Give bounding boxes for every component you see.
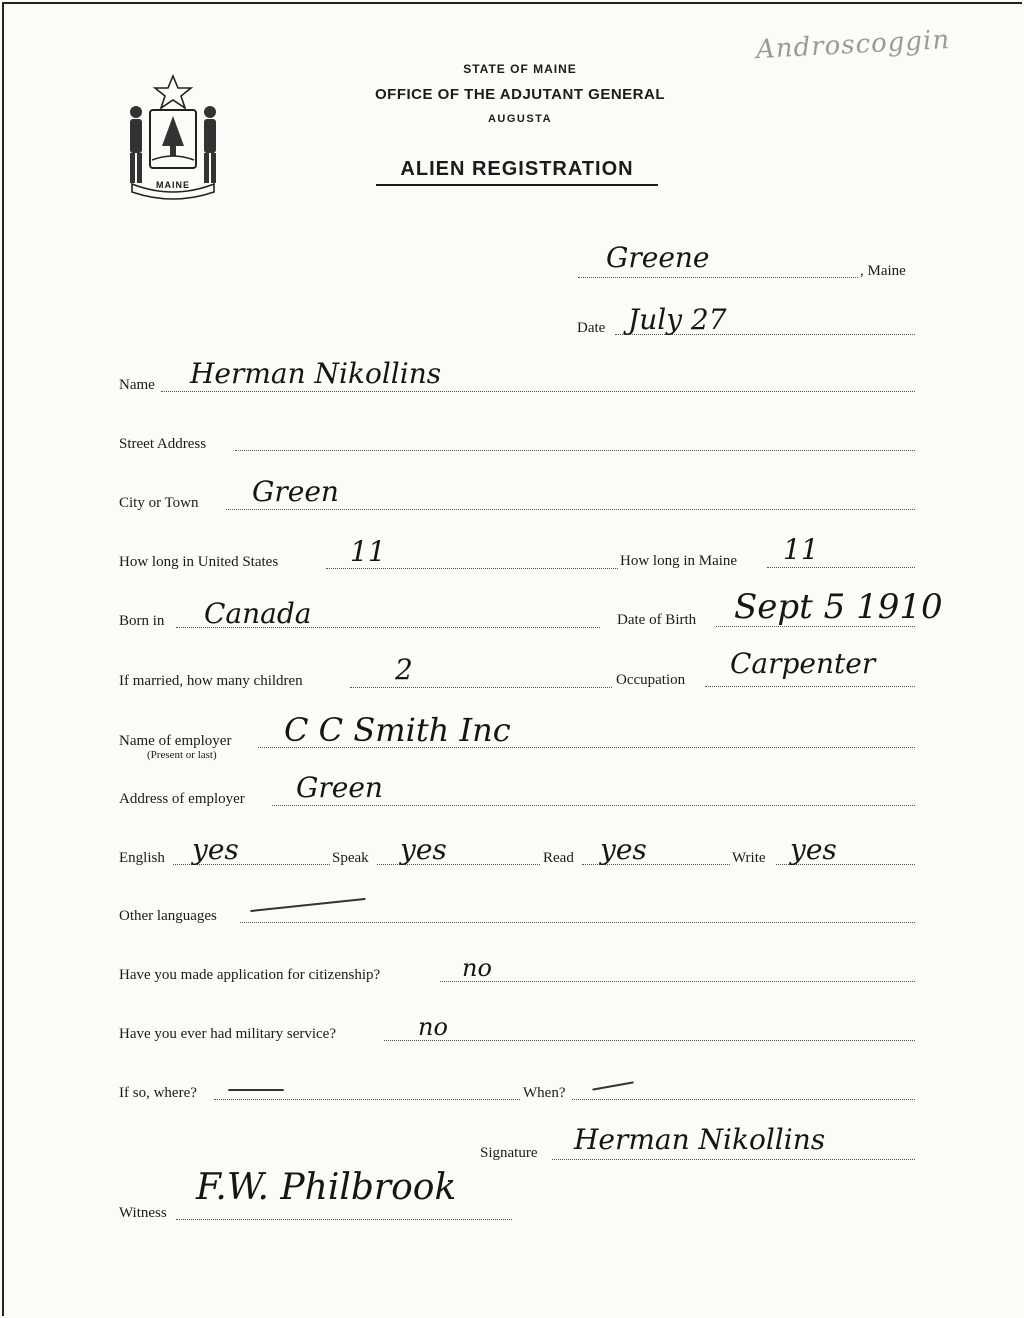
seal-ribbon-text: MAINE xyxy=(156,180,190,190)
maine-years-line xyxy=(767,567,915,568)
pencil-annotation: Androscoggin xyxy=(755,24,951,66)
english-label: English xyxy=(119,850,165,866)
us-years-line xyxy=(326,568,618,569)
witness-value: F.W. Philbrook xyxy=(196,1167,457,1208)
name-label: Name xyxy=(119,377,155,393)
maine-state-seal xyxy=(118,72,228,202)
maine-years-value: 11 xyxy=(783,533,819,566)
children-line xyxy=(350,687,612,688)
employer-address-value: Green xyxy=(296,771,383,804)
employer-label: Name of employer xyxy=(119,733,232,749)
other-languages-line xyxy=(240,922,915,923)
dob-label: Date of Birth xyxy=(617,612,697,628)
military-value: no xyxy=(418,1013,448,1041)
write-label: Write xyxy=(732,850,766,866)
maine-years-label: How long in Maine xyxy=(620,553,738,569)
born-label: Born in xyxy=(119,613,165,629)
where-dash xyxy=(228,1089,284,1091)
state-heading: STATE OF MAINE xyxy=(463,62,577,76)
office-heading: OFFICE OF THE ADJUTANT GENERAL xyxy=(375,86,665,103)
write-value: yes xyxy=(790,833,837,866)
place-value: Greene xyxy=(606,241,710,274)
place-line xyxy=(578,277,858,278)
town-value: Green xyxy=(252,475,339,508)
date-value: July 27 xyxy=(628,303,727,336)
read-value: yes xyxy=(600,833,647,866)
signature-line xyxy=(552,1159,915,1160)
signature-value: Herman Nikollins xyxy=(574,1123,826,1156)
street-line xyxy=(235,450,915,451)
when-label: When? xyxy=(523,1085,566,1101)
employer-value: C C Smith Inc xyxy=(284,711,511,749)
speak-label: Speak xyxy=(332,850,369,866)
military-line xyxy=(384,1040,915,1041)
town-label: City or Town xyxy=(119,495,199,511)
city-heading: AUGUSTA xyxy=(487,113,553,125)
speak-value: yes xyxy=(400,833,447,866)
date-label: Date xyxy=(577,320,606,336)
us-years-label: How long in United States xyxy=(119,554,279,570)
us-years-value: 11 xyxy=(350,535,386,568)
english-value: yes xyxy=(192,833,239,866)
dob-value: Sept 5 1910 xyxy=(734,587,943,627)
read-label: Read xyxy=(543,850,574,866)
when-line xyxy=(572,1099,915,1100)
children-label: If married, how many children xyxy=(119,673,303,689)
form-title: ALIEN REGISTRATION xyxy=(376,158,658,186)
employer-sublabel: (Present or last) xyxy=(147,749,217,761)
witness-line xyxy=(176,1219,512,1220)
occupation-line xyxy=(705,686,915,687)
born-value: Canada xyxy=(204,597,312,630)
other-languages-label: Other languages xyxy=(119,908,217,924)
signature-label: Signature xyxy=(480,1145,538,1161)
employer-address-label: Address of employer xyxy=(119,791,245,807)
name-line xyxy=(161,391,915,392)
name-value: Herman Nikollins xyxy=(190,357,442,390)
where-line xyxy=(214,1099,520,1100)
children-value: 2 xyxy=(395,653,413,686)
citizenship-line xyxy=(440,981,915,982)
military-label: Have you ever had military service? xyxy=(119,1026,336,1042)
occupation-label: Occupation xyxy=(616,672,686,688)
town-line xyxy=(226,509,915,510)
where-label: If so, where? xyxy=(119,1085,197,1101)
citizenship-label: Have you made application for citizenship? xyxy=(119,967,381,983)
employer-address-line xyxy=(272,805,915,806)
street-label: Street Address xyxy=(119,436,207,452)
witness-label: Witness xyxy=(119,1205,167,1221)
place-suffix: , Maine xyxy=(860,263,906,279)
citizenship-value: no xyxy=(462,954,492,982)
occupation-value: Carpenter xyxy=(730,647,876,680)
